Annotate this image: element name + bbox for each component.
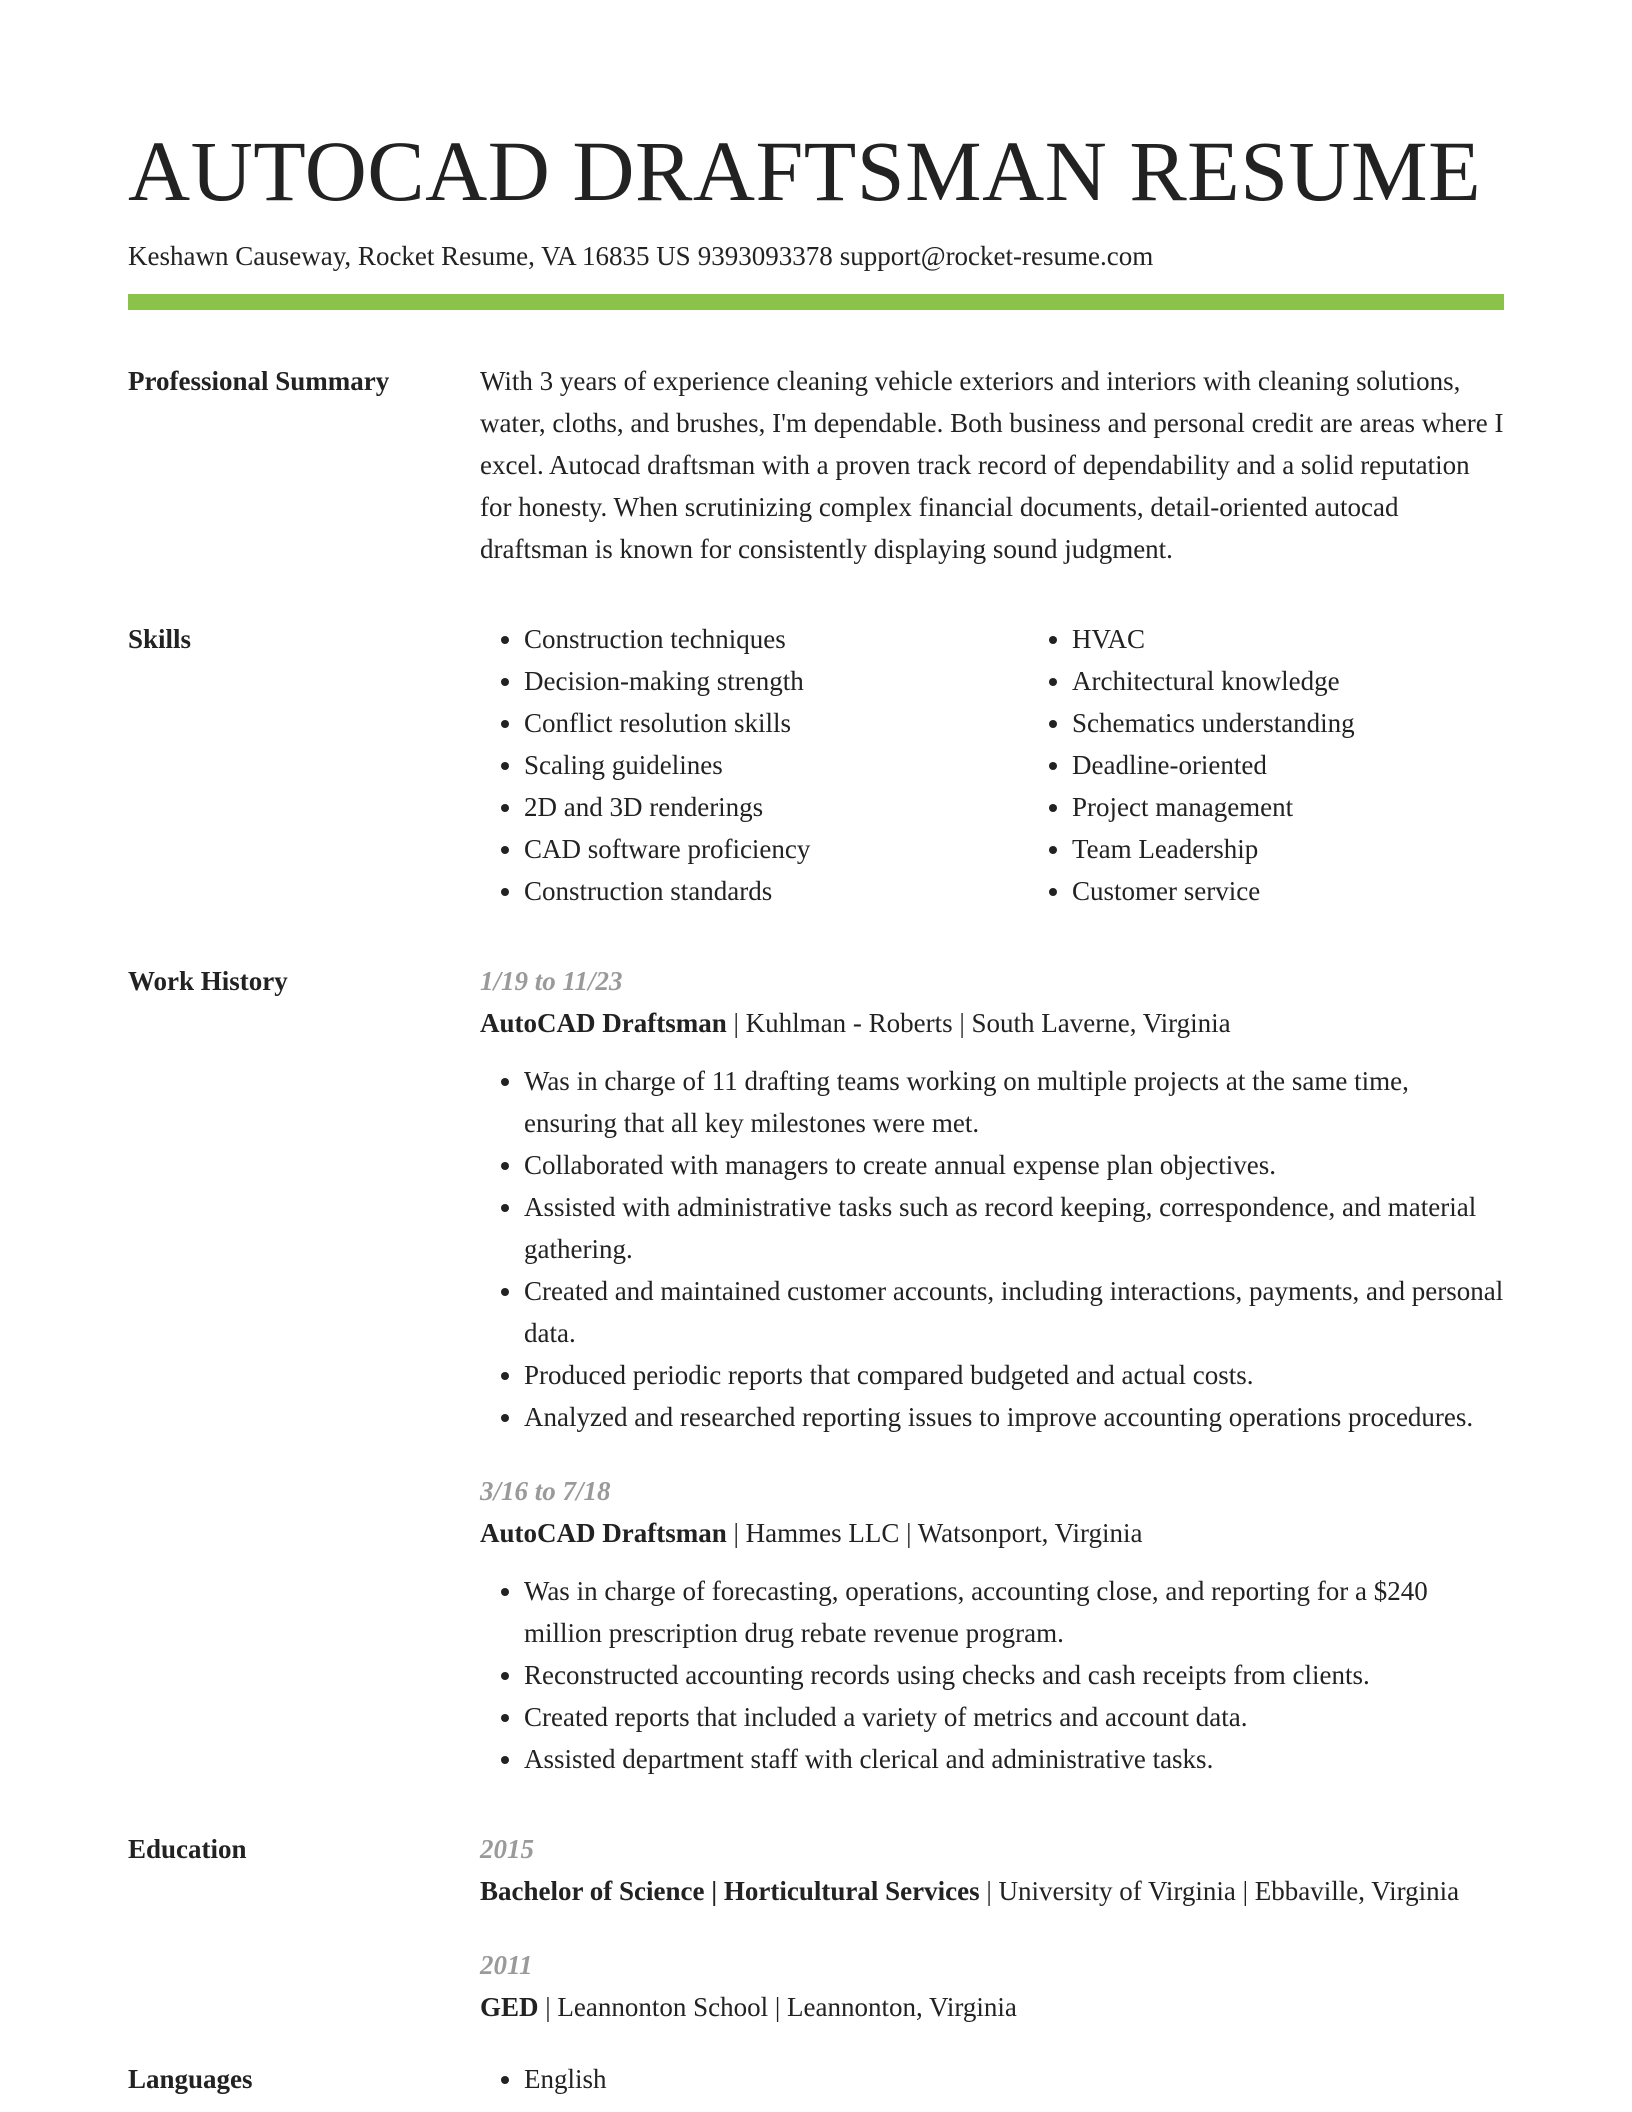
skill-item: • Architectural knowledge [1072, 660, 1355, 702]
contact-address: Keshawn Causeway, Rocket Resume, VA 16835 US [128, 241, 691, 271]
section-label-languages: Languages [128, 2064, 253, 2094]
job-bullet: • Reconstructed accounting records using checks and cash receipts from clients. [524, 1654, 1504, 1696]
section-body-summary [480, 360, 1504, 570]
job-details: | Hammes LLC | Watsonport, Virginia [726, 1518, 1143, 1548]
skills-list-right [1028, 618, 1355, 912]
section-body-education [480, 1828, 1504, 2028]
section-body-work [480, 960, 1504, 1780]
education-year: 2011 [480, 1950, 533, 1980]
job-bullet: • Created and maintained customer accounts, including interactions, payments, and personal data. [524, 1270, 1504, 1354]
education-heading [480, 1986, 1504, 2028]
skill-item: • Project management [1072, 786, 1355, 828]
job-dates: 3/16 to 7/18 [480, 1476, 611, 1506]
job-title: AutoCAD Draftsman [480, 1518, 727, 1548]
section-label-education: Education [128, 1834, 247, 1864]
skill-item: • 2D and 3D renderings [524, 786, 1028, 828]
education-details: | Leannonton School | Leannonton, Virginia [538, 1992, 1017, 2022]
languages-list [480, 2058, 1504, 2100]
section-body-languages [480, 2058, 1504, 2100]
skill-item: • CAD software proficiency [524, 828, 1028, 870]
job-bullet: • Produced periodic reports that compared budgeted and actual costs. [524, 1354, 1504, 1396]
job-bullet: • Analyzed and researched reporting issues to improve accounting operations procedures. [524, 1396, 1504, 1438]
skill-item: • Deadline-oriented [1072, 744, 1355, 786]
education-degree: GED [480, 1992, 539, 2022]
resume-title: AUTOCAD DRAFTSMAN RESUME [128, 123, 1482, 219]
section-label-skills: Skills [128, 624, 192, 654]
contact-phone: 9393093378 [697, 241, 833, 271]
job-entry [480, 960, 1504, 1438]
job-bullet: • Assisted department staff with clerical and administrative tasks. [524, 1738, 1504, 1780]
language-item: • English [524, 2058, 1504, 2100]
skill-item: • Decision-making strength [524, 660, 1028, 702]
education-degree: Bachelor of Science | Horticultural Services [480, 1876, 980, 1906]
job-bullet: • Was in charge of forecasting, operations, accounting close, and reporting for a $240 million prescription drug rebate revenue program. [524, 1570, 1504, 1654]
skill-item: • Schematics understanding [1072, 702, 1355, 744]
job-bullets [480, 1570, 1504, 1780]
skill-item: • Construction techniques [524, 618, 1028, 660]
section-education [128, 1828, 1504, 2028]
job-dates: 1/19 to 11/23 [480, 966, 623, 996]
skill-item: • Conflict resolution skills [524, 702, 1028, 744]
education-entry [480, 1944, 1504, 2028]
skill-item: • Construction standards [524, 870, 1028, 912]
summary-text: With 3 years of experience cleaning vehicle exteriors and interiors with cleaning solutions, water, cloths, and brushes, I'm dependable. Both business and personal credit are areas where I excel. Autocad draftsman with a proven track record of dependability and a solid reputation for honesty. When scrutinizing complex financial documents, detail-oriented autocad draftsman is known for consistently displaying sound judgment. [480, 366, 1504, 564]
job-bullet: • Assisted with administrative tasks such as record keeping, correspondence, and material gathering. [524, 1186, 1504, 1270]
job-bullet: • Was in charge of 11 drafting teams working on multiple projects at the same time, ensuring that all key milestones were met. [524, 1060, 1504, 1144]
contact-line [128, 238, 1504, 274]
skill-item: • Team Leadership [1072, 828, 1355, 870]
education-details: | University of Virginia | Ebbaville, Virginia [979, 1876, 1460, 1906]
section-work-history [128, 960, 1504, 1780]
section-body-skills [480, 618, 1504, 912]
education-entry [480, 1828, 1504, 1912]
job-title: AutoCAD Draftsman [480, 1008, 727, 1038]
job-heading [480, 1002, 1504, 1044]
section-languages [128, 2058, 1504, 2100]
skill-item: • HVAC [1072, 618, 1355, 660]
job-heading [480, 1512, 1504, 1554]
job-bullets [480, 1060, 1504, 1438]
job-details: | Kuhlman - Roberts | South Laverne, Virginia [726, 1008, 1231, 1038]
section-skills [128, 618, 1504, 912]
education-heading [480, 1870, 1504, 1912]
job-entry [480, 1470, 1504, 1780]
skills-list-left [480, 618, 1028, 912]
education-year: 2015 [480, 1834, 534, 1864]
job-bullet: • Collaborated with managers to create annual expense plan objectives. [524, 1144, 1504, 1186]
skill-item: • Scaling guidelines [524, 744, 1028, 786]
job-bullet: • Created reports that included a variety of metrics and account data. [524, 1696, 1504, 1738]
skill-item: • Customer service [1072, 870, 1355, 912]
section-label-work: Work History [128, 966, 288, 996]
contact-email: support@rocket-resume.com [839, 241, 1154, 271]
header-divider [128, 294, 1504, 310]
section-summary [128, 360, 1504, 570]
skills-grid [480, 618, 1504, 912]
section-label-summary: Professional Summary [128, 366, 390, 396]
